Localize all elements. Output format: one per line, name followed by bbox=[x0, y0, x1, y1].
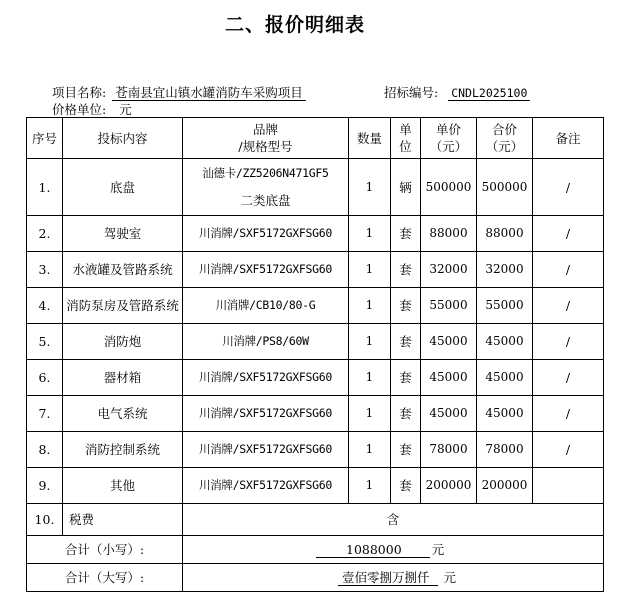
row-qty: 1 bbox=[349, 468, 391, 504]
row-index: 1. bbox=[27, 159, 63, 216]
row-content: 底盘 bbox=[63, 159, 183, 216]
quote-table bbox=[26, 117, 604, 592]
row-spec bbox=[183, 159, 349, 216]
tax-row bbox=[27, 504, 604, 536]
header-content: 投标内容 bbox=[63, 118, 183, 159]
row-total: 32000 bbox=[477, 252, 533, 288]
header-unit bbox=[391, 118, 421, 159]
row-unit: 套 bbox=[391, 324, 421, 360]
row-unit: 套 bbox=[391, 252, 421, 288]
row-qty: 1 bbox=[349, 360, 391, 396]
currency-line bbox=[52, 100, 139, 118]
row-remark: / bbox=[533, 252, 604, 288]
row-total: 88000 bbox=[477, 216, 533, 252]
tender-number-value: CNDL2025100 bbox=[448, 86, 530, 101]
header-total-price bbox=[477, 118, 533, 159]
table-row bbox=[27, 324, 604, 360]
row-unit: 套 bbox=[391, 432, 421, 468]
row-index: 7. bbox=[27, 396, 63, 432]
row-qty: 1 bbox=[349, 288, 391, 324]
tender-number-line bbox=[384, 83, 530, 101]
tax-row-value: 含 bbox=[183, 504, 604, 536]
currency-value: 元 bbox=[112, 103, 139, 118]
row-qty: 1 bbox=[349, 216, 391, 252]
project-label: 项目名称: bbox=[52, 85, 107, 100]
total-big-label: 合计（大写）: bbox=[27, 564, 183, 592]
table-row bbox=[27, 432, 604, 468]
row-unit: 套 bbox=[391, 288, 421, 324]
row-remark: / bbox=[533, 432, 604, 468]
row-spec: 川消牌/CB10/80-G bbox=[183, 288, 349, 324]
row-unit-price: 88000 bbox=[421, 216, 477, 252]
row-content: 消防炮 bbox=[63, 324, 183, 360]
row-unit: 套 bbox=[391, 360, 421, 396]
row-unit-price: 45000 bbox=[421, 396, 477, 432]
row-content: 其他 bbox=[63, 468, 183, 504]
header-qty: 数量 bbox=[349, 118, 391, 159]
row-total: 45000 bbox=[477, 324, 533, 360]
row-unit: 套 bbox=[391, 216, 421, 252]
table-row bbox=[27, 216, 604, 252]
row-content: 消防泵房及管路系统 bbox=[63, 288, 183, 324]
row-content: 消防控制系统 bbox=[63, 432, 183, 468]
row-spec-line1: 汕德卡/ZZ5206N471GF5 bbox=[202, 166, 329, 180]
row-spec: 川消牌/SXF5172GXFSG60 bbox=[183, 432, 349, 468]
row-content: 电气系统 bbox=[63, 396, 183, 432]
row-remark: / bbox=[533, 360, 604, 396]
row-unit-price: 55000 bbox=[421, 288, 477, 324]
header-brand-line1: 品牌 bbox=[252, 122, 278, 137]
table-row bbox=[27, 159, 604, 216]
table-row bbox=[27, 252, 604, 288]
row-remark: / bbox=[533, 159, 604, 216]
total-small-value: 1088000 bbox=[316, 543, 430, 558]
header-unit-price bbox=[421, 118, 477, 159]
header-unit-price-line1: 单价 bbox=[435, 122, 461, 137]
row-spec: 川消牌/PS8/60W bbox=[183, 324, 349, 360]
row-index: 4. bbox=[27, 288, 63, 324]
row-unit-price: 78000 bbox=[421, 432, 477, 468]
table-header-row bbox=[27, 118, 604, 159]
project-name-line bbox=[52, 83, 306, 101]
table-row bbox=[27, 396, 604, 432]
row-unit: 套 bbox=[391, 468, 421, 504]
row-qty: 1 bbox=[349, 432, 391, 468]
row-unit-price: 200000 bbox=[421, 468, 477, 504]
row-unit-price: 500000 bbox=[421, 159, 477, 216]
total-big-cell bbox=[183, 564, 604, 592]
row-unit-price: 32000 bbox=[421, 252, 477, 288]
row-remark bbox=[533, 468, 604, 504]
row-spec: 川消牌/SXF5172GXFSG60 bbox=[183, 396, 349, 432]
total-small-row bbox=[27, 536, 604, 564]
row-remark: / bbox=[533, 288, 604, 324]
header-unit-line1: 单 bbox=[399, 122, 412, 137]
row-index: 5. bbox=[27, 324, 63, 360]
row-index: 2. bbox=[27, 216, 63, 252]
row-content: 驾驶室 bbox=[63, 216, 183, 252]
row-total: 55000 bbox=[477, 288, 533, 324]
total-small-label: 合计（小写）: bbox=[27, 536, 183, 564]
row-qty: 1 bbox=[349, 159, 391, 216]
table-row bbox=[27, 288, 604, 324]
row-spec: 川消牌/SXF5172GXFSG60 bbox=[183, 252, 349, 288]
row-qty: 1 bbox=[349, 396, 391, 432]
page-title: 二、报价明细表 bbox=[224, 14, 365, 36]
row-spec: 川消牌/SXF5172GXFSG60 bbox=[183, 360, 349, 396]
row-content: 水液罐及管路系统 bbox=[63, 252, 183, 288]
row-qty: 1 bbox=[349, 252, 391, 288]
row-total: 45000 bbox=[477, 396, 533, 432]
row-unit-price: 45000 bbox=[421, 360, 477, 396]
row-index: 6. bbox=[27, 360, 63, 396]
header-brand bbox=[183, 118, 349, 159]
header-unit-line2: 位 bbox=[399, 139, 412, 154]
total-small-cell bbox=[183, 536, 604, 564]
tax-row-index: 10. bbox=[27, 504, 63, 536]
row-unit-price: 45000 bbox=[421, 324, 477, 360]
row-spec: 川消牌/SXF5172GXFSG60 bbox=[183, 468, 349, 504]
tender-label: 招标编号: bbox=[384, 85, 439, 100]
row-unit: 辆 bbox=[391, 159, 421, 216]
row-content: 器材箱 bbox=[63, 360, 183, 396]
row-total: 45000 bbox=[477, 360, 533, 396]
row-remark: / bbox=[533, 324, 604, 360]
header-unit-price-line2: （元） bbox=[429, 139, 468, 154]
header-index: 序号 bbox=[27, 118, 63, 159]
row-remark: / bbox=[533, 216, 604, 252]
row-index: 9. bbox=[27, 468, 63, 504]
table-row bbox=[27, 468, 604, 504]
row-remark: / bbox=[533, 396, 604, 432]
project-name-value: 苍南县宜山镇水罐消防车采购项目 bbox=[112, 86, 306, 101]
total-big-row bbox=[27, 564, 604, 592]
row-total: 500000 bbox=[477, 159, 533, 216]
total-small-unit: 元 bbox=[431, 542, 445, 557]
row-spec: 川消牌/SXF5172GXFSG60 bbox=[183, 216, 349, 252]
header-total-price-line2: （元） bbox=[485, 139, 524, 154]
currency-label: 价格单位: bbox=[52, 102, 107, 117]
row-qty: 1 bbox=[349, 324, 391, 360]
row-total: 78000 bbox=[477, 432, 533, 468]
row-index: 3. bbox=[27, 252, 63, 288]
header-total-price-line1: 合价 bbox=[491, 122, 517, 137]
total-big-unit: 元 bbox=[443, 570, 457, 585]
header-brand-line2: /规格型号 bbox=[238, 139, 293, 154]
total-big-value: 壹佰零捌万捌仟 bbox=[338, 571, 438, 586]
row-total: 200000 bbox=[477, 468, 533, 504]
row-unit: 套 bbox=[391, 396, 421, 432]
row-spec-line2: 二类底盘 bbox=[240, 193, 291, 208]
tax-row-label: 税费 bbox=[63, 504, 183, 536]
header-remark: 备注 bbox=[533, 118, 604, 159]
table-row bbox=[27, 360, 604, 396]
row-index: 8. bbox=[27, 432, 63, 468]
